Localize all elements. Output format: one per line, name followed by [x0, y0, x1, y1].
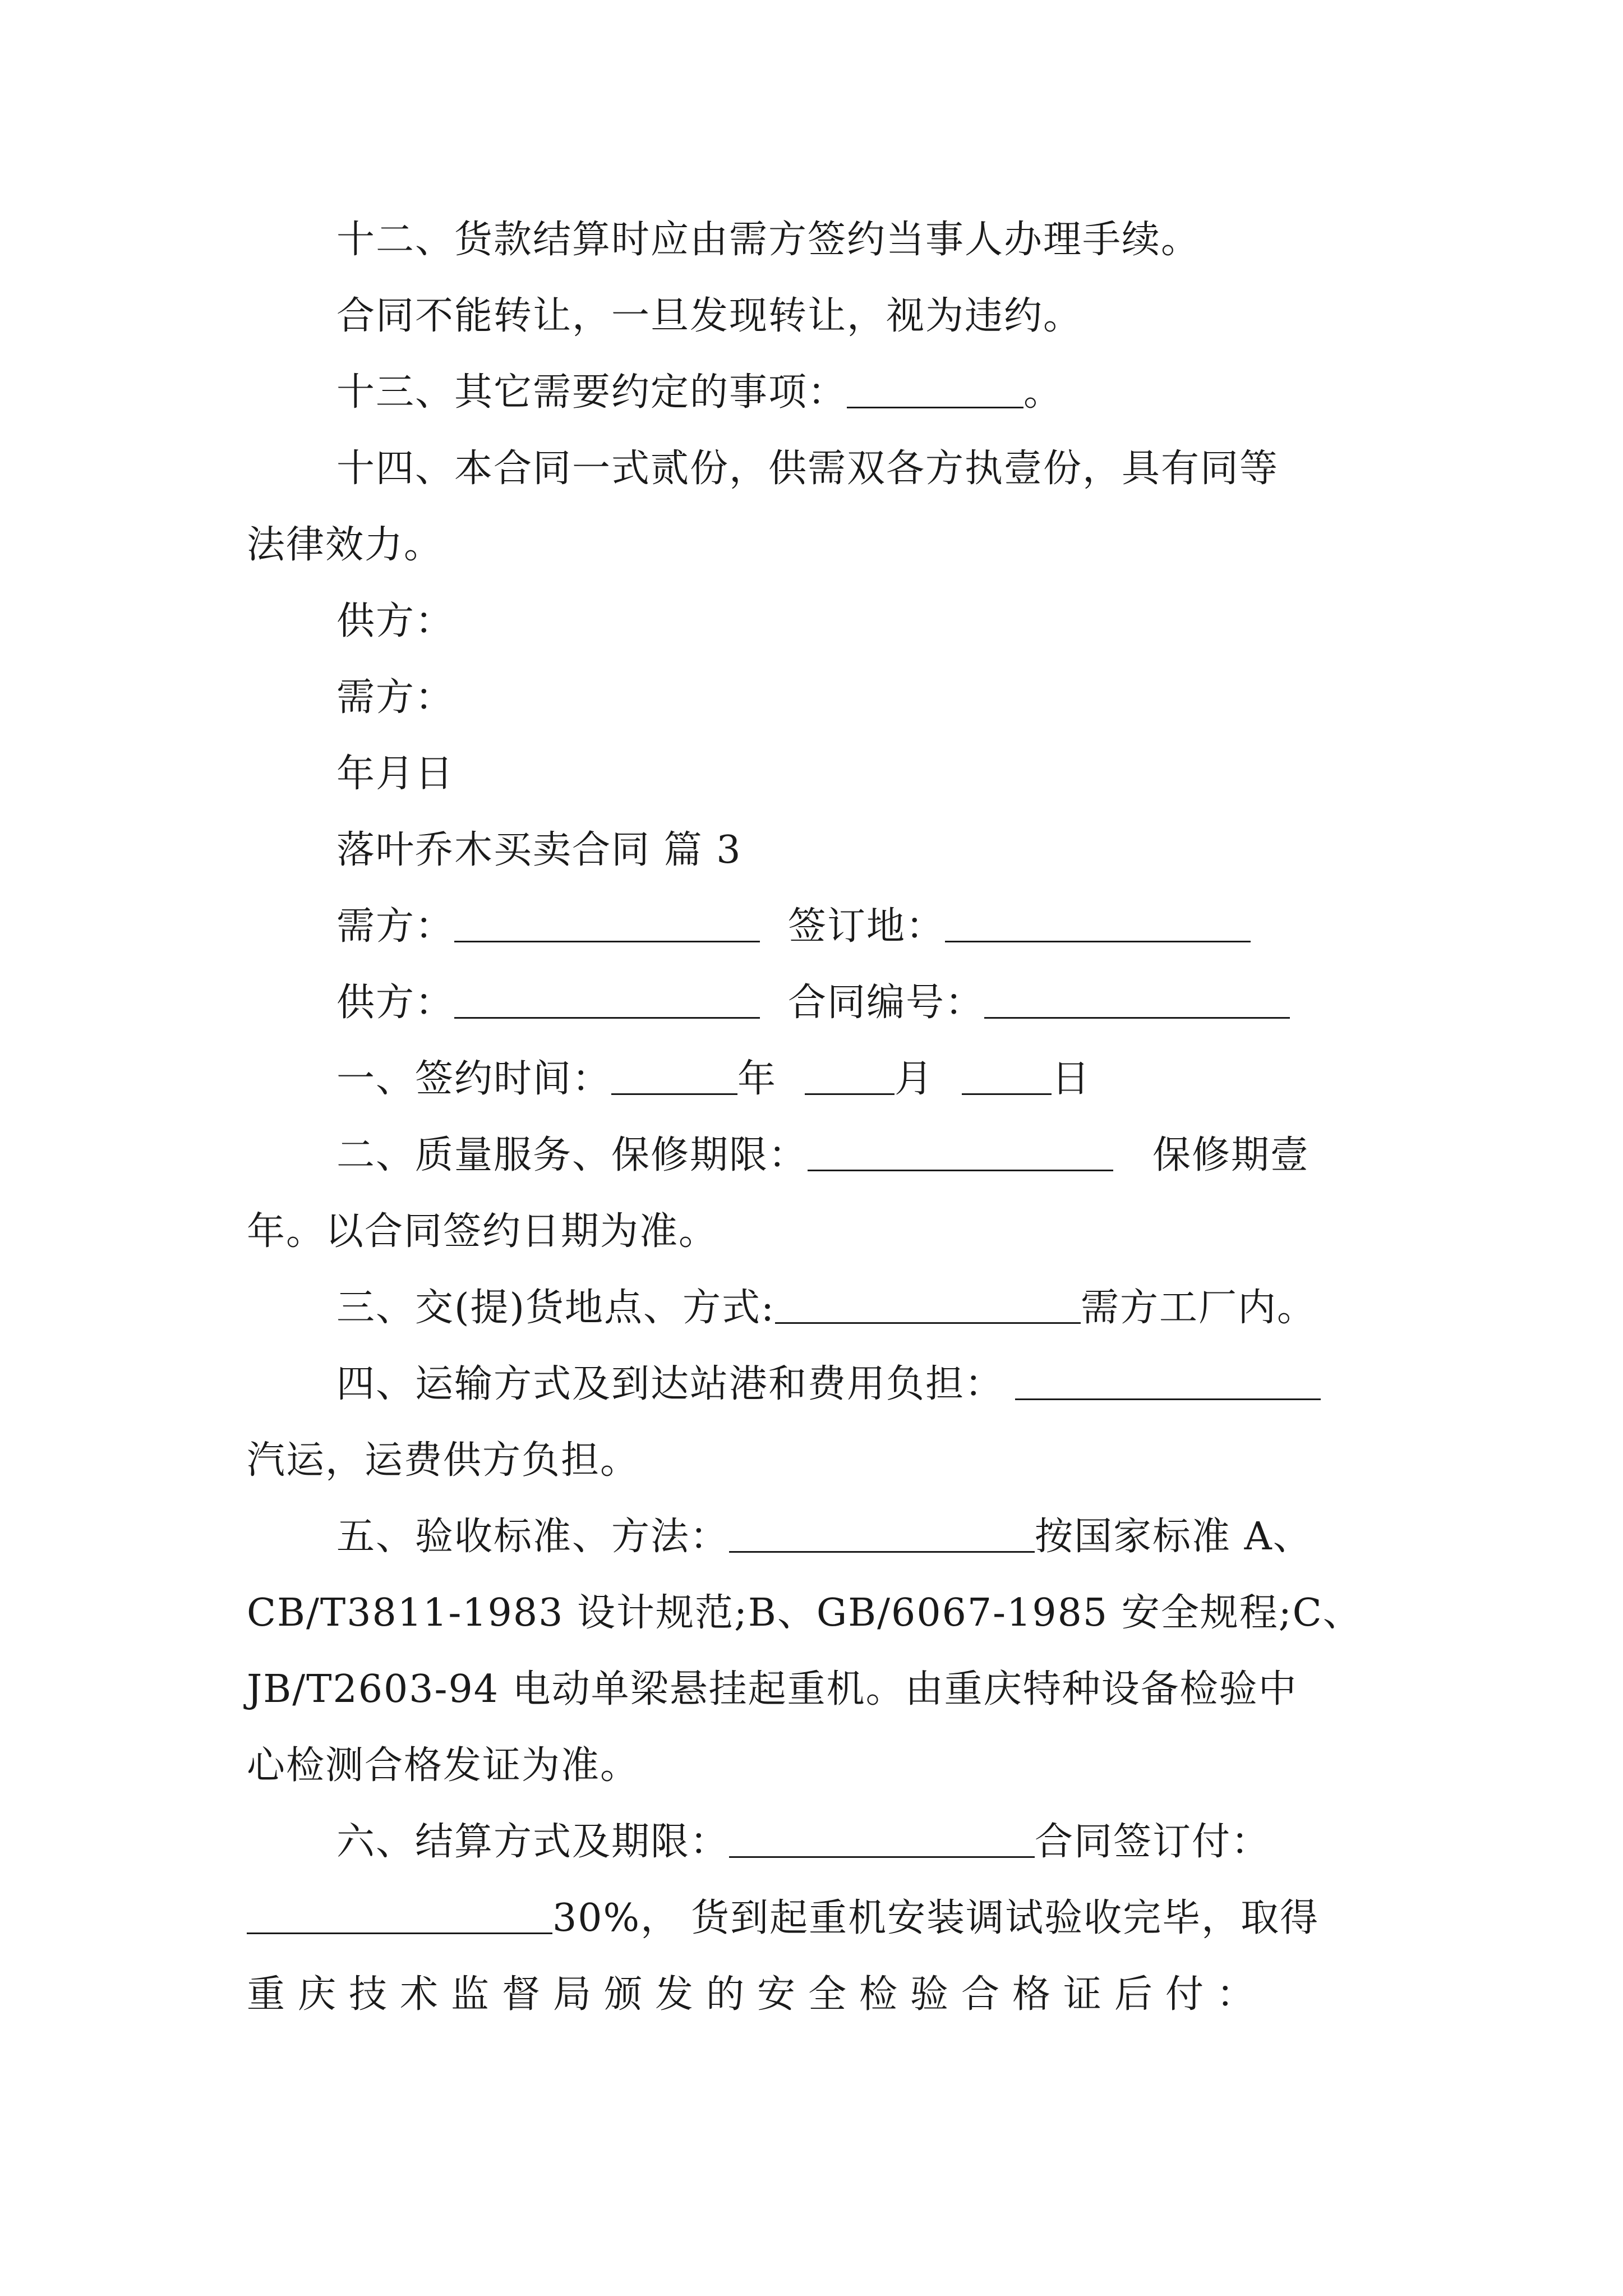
buyer-label: 需方： — [336, 904, 455, 949]
buyer-blank — [454, 907, 760, 942]
contract-no-blank — [984, 983, 1290, 1019]
clause-6-line-3 — [247, 1957, 1374, 2033]
day-label: 日 — [1052, 1057, 1091, 1101]
buyer-signature — [247, 660, 1374, 736]
clause-12 — [247, 202, 1374, 278]
signature-date-label: 年月日 — [336, 752, 455, 796]
sign-place-label: 签订地： — [788, 904, 946, 949]
clause-14-continuation: 法律效力。 — [247, 523, 444, 567]
clause-2-line-1 — [247, 1117, 1374, 1194]
clause-6-line-2 — [247, 1880, 1374, 1957]
clause-5-standards-1: CB/T3811-1983 设计规范;B、GB/6067-1985 安全规程;C、 — [247, 1591, 1362, 1635]
signature-date — [247, 736, 1374, 812]
supplier-contract-no-row — [247, 965, 1374, 1041]
clause-2-line-2 — [247, 1194, 1374, 1270]
clause-4-line-1 — [247, 1346, 1374, 1423]
clause-12-text: 十二、货款结算时应由需方签约当事人办理手续。 — [336, 218, 1201, 262]
supplier-label: 供方： — [336, 981, 455, 1025]
clause-13 — [247, 355, 1374, 431]
clause-6-label: 六、结算方式及期限： — [336, 1820, 730, 1864]
clause-14-text: 十四、本合同一式贰份，供需双各方执壹份，具有同等 — [336, 447, 1279, 491]
clause-6-percent: 30%， — [552, 1896, 680, 1940]
section-title — [247, 812, 1374, 889]
clause-5-line-3 — [247, 1651, 1374, 1728]
document-page — [247, 202, 1374, 2033]
clause-6-line-1 — [247, 1804, 1374, 1880]
clause-4-continuation: 汽运，运费供方负担。 — [247, 1438, 640, 1483]
clause-6-amount-blank — [247, 1899, 552, 1934]
clause-13-end: 。 — [1023, 370, 1063, 415]
year-label: 年 — [737, 1057, 777, 1101]
year-blank — [611, 1060, 737, 1095]
month-label: 月 — [895, 1057, 934, 1101]
clause-6-continuation: 货到起重机安装调试验收完毕，取得 — [691, 1896, 1320, 1940]
clause-5-line-1 — [247, 1499, 1374, 1575]
clause-5-line-2 — [247, 1575, 1374, 1651]
month-blank — [805, 1060, 895, 1095]
clause-13-blank — [847, 373, 1023, 408]
clause-3-blank — [775, 1289, 1081, 1324]
clause-4-label: 四、运输方式及到达站港和费用负担： — [336, 1362, 1004, 1406]
clause-6-final: 重庆技术监督局颁发的安全检验合格证后付： — [247, 1972, 1268, 2017]
supplier-blank — [454, 983, 760, 1019]
clause-2-continuation: 年。以合同签约日期为准。 — [247, 1209, 718, 1254]
buyer-signature-label: 需方： — [336, 675, 455, 720]
clause-14-line-2 — [247, 507, 1374, 583]
clause-5-line-4 — [247, 1728, 1374, 1804]
clause-3-label: 三、交(提)货地点、方式: — [336, 1286, 775, 1330]
clause-5-standards-2: JB/T2603-94 电动单梁悬挂起重机。由重庆特种设备检验中 — [247, 1667, 1298, 1711]
clause-3 — [247, 1270, 1374, 1346]
supplier-signature — [247, 583, 1374, 660]
section-title-text: 落叶乔木买卖合同 篇 3 — [336, 828, 742, 872]
clause-2-tail: 保修期壹 — [1152, 1133, 1310, 1177]
sign-time-row — [247, 1041, 1374, 1117]
sign-place-blank — [945, 907, 1251, 942]
clause-5-continuation: 心检测合格发证为准。 — [247, 1743, 640, 1788]
no-transfer-clause — [247, 278, 1374, 355]
buyer-sign-place-row — [247, 889, 1374, 965]
sign-time-label: 一、签约时间： — [336, 1057, 612, 1101]
clause-13-label: 十三、其它需要约定的事项： — [336, 370, 847, 415]
clause-5-blank — [729, 1517, 1035, 1553]
clause-4-line-2 — [247, 1423, 1374, 1499]
clause-2-label: 二、质量服务、保修期限： — [336, 1133, 808, 1177]
clause-2-blank — [808, 1136, 1113, 1171]
clause-3-tail: 需方工厂内。 — [1080, 1286, 1316, 1330]
contract-no-label: 合同编号： — [788, 981, 985, 1025]
supplier-signature-label: 供方： — [336, 599, 455, 643]
day-blank — [962, 1060, 1052, 1095]
clause-4-blank — [1015, 1365, 1321, 1400]
clause-6-tail: 合同签订付： — [1035, 1820, 1271, 1864]
clause-6-blank — [729, 1823, 1035, 1858]
no-transfer-text: 合同不能转让，一旦发现转让，视为违约。 — [336, 294, 1083, 338]
clause-5-tail: 按国家标准 A、 — [1035, 1515, 1312, 1559]
clause-14-line-1 — [247, 431, 1374, 507]
clause-5-label: 五、验收标准、方法： — [336, 1515, 730, 1559]
